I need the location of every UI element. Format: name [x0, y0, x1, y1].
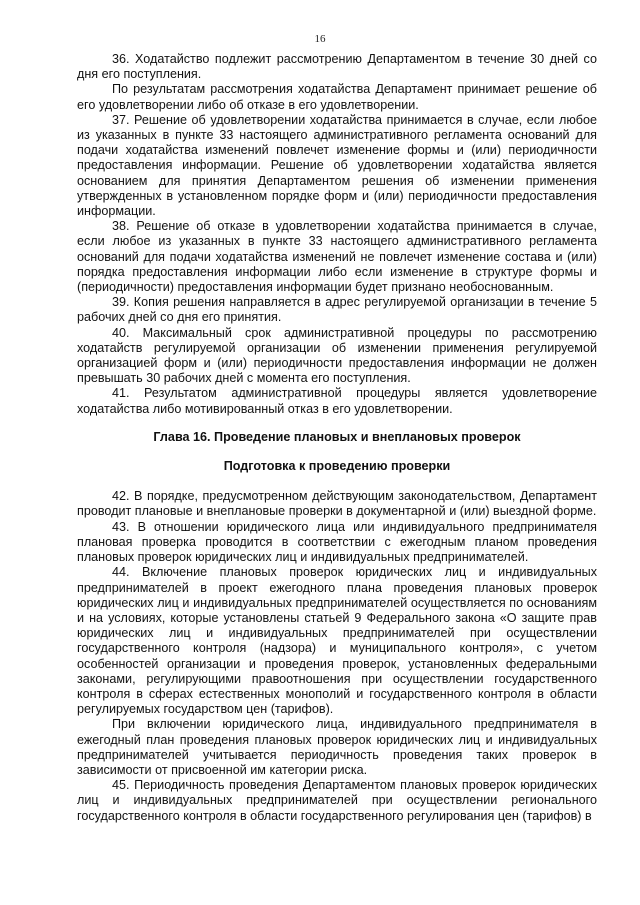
chapter-heading: Глава 16. Проведение плановых и внеплановых проверок — [153, 429, 521, 444]
paragraph-40: 40. Максимальный срок административной процедуры по рассмотрению ходатайств регулируемой организации об изменении применения регулируемой организацией форм и (или) периодичности предоставления информации не должен превышать 30 рабочих дней с момента его поступления. — [77, 325, 597, 386]
paragraph-42: 42. В порядке, предусмотренном действующим законодательством, Департамент проводит плановые и внеплановые проверки в документарной и (или) выездной форме. — [77, 489, 597, 519]
paragraph-38: 38. Решение об отказе в удовлетворении ходатайства принимается в случае, если любое из указанных в пункте 33 настоящего административного регламента оснований для подачи ходатайства изменений не повлечет изменение состава и (или) порядка предоставления информации либо если изменение в структуре формы и (периодичности) предоставления информации будет признано необоснованным. — [77, 219, 597, 295]
paragraph-39: 39. Копия решения направляется в адрес регулируемой организации в течение 5 рабочих дней со дня его принятия. — [77, 295, 597, 325]
page-number: 16 — [314, 33, 326, 45]
paragraph-44-risk: При включении юридического лица, индивидуального предпринимателя в ежегодный план проведения плановых проверок юридических лиц и индивидуальных предпринимателей учитывается периодичность проведения таких проверок в зависимости от присвоенной им категории риска. — [77, 717, 597, 777]
paragraph-43: 43. В отношении юридического лица или индивидуального предпринимателя плановая проверка проводится в соответствии с ежегодным планом проведения плановых проверок юридических лиц и индивидуальных предпринимателей. — [77, 519, 597, 565]
paragraph-45: 45. Периодичность проведения Департаментом плановых проверок юридических лиц и индивидуальных предпринимателей при осуществлении регионального государственного контроля в области государственного регулирования цен (тарифов) в — [77, 778, 597, 823]
paragraph-41: 41. Результатом административной процедуры является удовлетворение ходатайства либо мотивированный отказ в его удовлетворении. — [77, 386, 597, 416]
paragraph-36: 36. Ходатайство подлежит рассмотрению Департаментом в течение 30 дней со дня его поступления. — [77, 52, 597, 82]
paragraph-44: 44. Включение плановых проверок юридических лиц и индивидуальных предпринимателей в проект ежегодного плана проведения плановых проверок юридических лиц и индивидуальных предпринимателей осуществляется по основаниям и на условиях, которые установлены статьей 9 Федерального закона «О защите прав юридических лиц и индивидуальных предпринимателей при осуществлении государственного контроля (надзора) и муниципального контроля», с учетом особенностей организации и проведения проверок, установленных федеральными законами, регулирующими правоотношения при осуществлении государственного контроля в сферах естественных монополий и государственного контроля в области регулируемых государством цен (тарифов). — [77, 565, 597, 717]
paragraph-36-result: По результатам рассмотрения ходатайства Департамент принимает решение об его удовлетворении либо об отказе в его удовлетворении. — [77, 82, 597, 112]
document-body — [77, 52, 597, 824]
paragraph-37: 37. Решение об удовлетворении ходатайства принимается в случае, если любое из указанных в пункте 33 настоящего административного регламента оснований для подачи ходатайства изменений повлечет изменение формы и (или) периодичности предоставления информации. Решение об удовлетворении ходатайства является основанием для принятия Департаментом решения об изменении применения утвержденных в установленном порядке форм и (или) периодичности предоставления информации. — [77, 112, 597, 219]
section-heading: Подготовка к проведению проверки — [223, 459, 451, 474]
